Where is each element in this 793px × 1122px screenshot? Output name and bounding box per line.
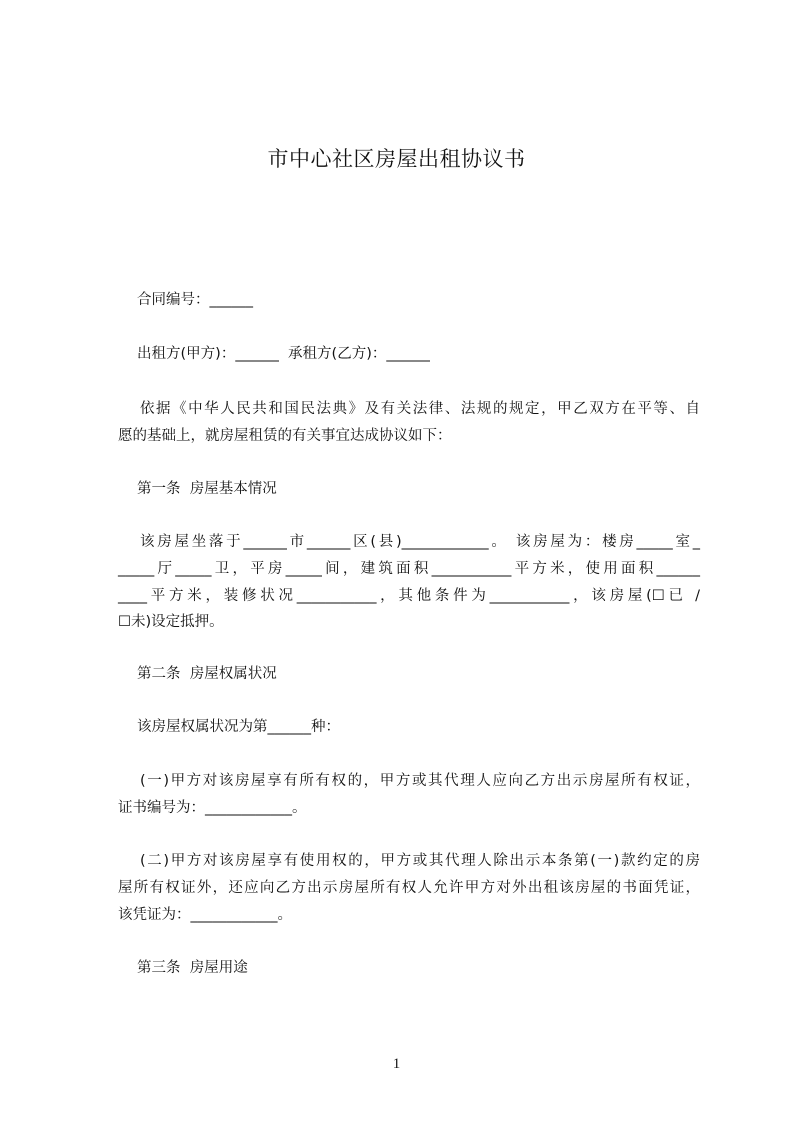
preamble-line: 依据《中华人民共和国民法典》及有关法律、法规的规定，甲乙双方在平等、自 <box>140 401 700 417</box>
contract-number: 合同编号：______ <box>137 292 253 308</box>
page-number: 1 <box>392 1056 401 1072</box>
article2-intro: 该房屋权属状况为第______种： <box>137 719 340 735</box>
article1-line: _____厅_____卫，平房_____间，建筑面积___________平方米，使用面积______ <box>118 561 700 577</box>
document-title: 市中心社区房屋出租协议书 <box>267 147 526 171</box>
article2-heading: 第二条 房屋权属状况 <box>137 666 277 682</box>
article1-line: ____平方米，装修状况___________，其他条件为___________，该房屋(☐已 / <box>118 588 700 604</box>
article2-item2-line: (二)甲方对该房屋享有使用权的，甲方或其代理人除出示本条第(一)款约定的房 <box>140 853 700 869</box>
article2-item2-line: 屋所有权证外，还应向乙方出示房屋所有权人允许甲方对外出租该房屋的书面凭证， <box>118 880 700 896</box>
article3-heading: 第三条 房屋用途 <box>137 960 248 976</box>
article1-line: ☐未)设定抵押。 <box>118 614 224 630</box>
article2-item1-line: 证书编号为：____________。 <box>118 800 307 816</box>
article2-item2-line: 该凭证为：____________。 <box>118 907 292 923</box>
parties-line: 出租方(甲方)：______ 承租方(乙方)：______ <box>137 346 430 362</box>
article1-heading: 第一条 房屋基本情况 <box>137 481 277 497</box>
article2-item1-line: (一)甲方对该房屋享有所有权的，甲方或其代理人应向乙方出示房屋所有权证， <box>140 773 700 789</box>
article1-line: 该房屋坐落于______市______区(县)____________。 该房屋为：楼房_____室_ <box>140 534 700 550</box>
preamble-line: 愿的基础上，就房屋租赁的有关事宜达成协议如下： <box>118 428 452 444</box>
